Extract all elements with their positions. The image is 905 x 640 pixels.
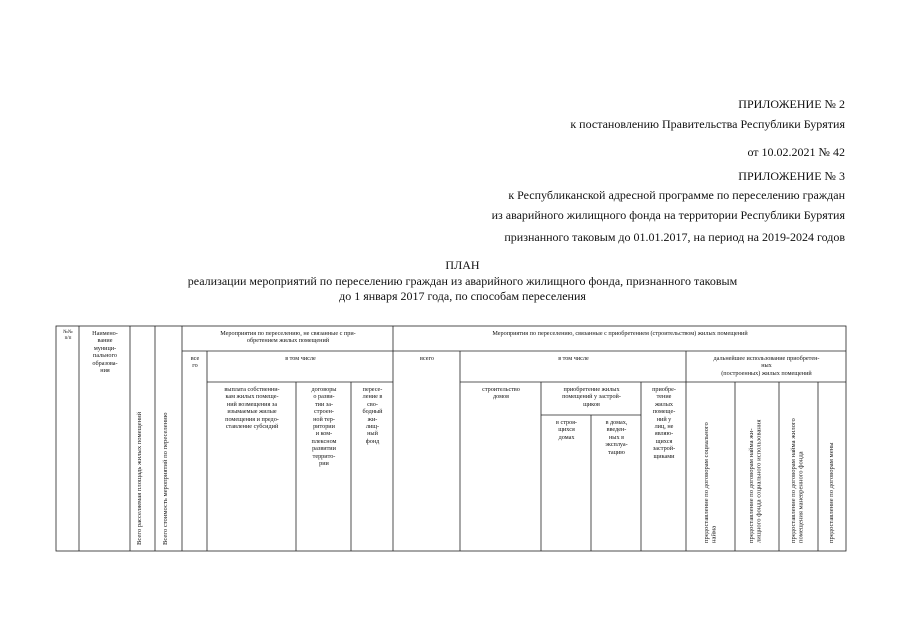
nr-total-header: все го bbox=[190, 355, 200, 370]
r-acq-building-header: в строя- щихся домах bbox=[556, 419, 577, 441]
col-number-header: №№ п/п bbox=[63, 330, 73, 341]
r-including-header: в том числе bbox=[558, 355, 589, 362]
group-not-related-header: Мероприятия по переселению, не связанные с при- обретением жилых помещений bbox=[220, 330, 356, 345]
appendix-2-subtitle: к постановлению Правительства Республики Бурятия bbox=[570, 117, 845, 131]
appendix-3-subtitle-1: к Республиканской адресной программе по переселению граждан bbox=[508, 188, 845, 202]
use-exchange-header: предоставление по договорам мены bbox=[828, 442, 835, 543]
appendix-3-subtitle-3: признанного таковым до 01.01.2017, на период на 2019-2024 годов bbox=[504, 230, 845, 244]
nr-including-header: в том числе bbox=[285, 355, 316, 362]
col-total-cost-header: Всего стоимость мероприятий по переселению bbox=[162, 412, 169, 545]
r-construction-header: строительство домов bbox=[482, 386, 520, 401]
plan-subtitle-2: до 1 января 2017 года, по способам переселения bbox=[339, 289, 586, 303]
use-social-use-header: предоставление по договорам найма жи- лищного фонда социального использования bbox=[748, 419, 763, 543]
group-related-header: Мероприятия по переселению, связанные с приобретением (строительством) жилых помещений bbox=[492, 330, 748, 337]
plan-title: ПЛАН bbox=[445, 258, 480, 272]
col-municipality-header: Наимено- вание муници- пального образова- ния bbox=[92, 330, 118, 375]
r-total-header: всего bbox=[420, 355, 434, 362]
nr-payment-header: выплата собственни- кам жилых помеще- ний возмещения за изымаемые жилые помещения и предо- ставление субсидий bbox=[224, 386, 280, 431]
r-acquisition-header: приобретение жилых помещений у застрой- щиков bbox=[562, 386, 621, 408]
use-social-header: предоставление по договорам социального найма bbox=[703, 422, 718, 543]
use-commercial-header: предоставление по договорам найма жилого помещения маневренного фонда bbox=[790, 418, 805, 543]
appendix-3-label: ПРИЛОЖЕНИЕ № 3 bbox=[738, 169, 845, 183]
col-total-area-header: Всего расселяемая площадь жилых помещений bbox=[136, 411, 143, 545]
appendix-2-label: ПРИЛОЖЕНИЕ № 2 bbox=[738, 97, 845, 111]
r-further-use-header: дальнейшее использование приобретен- ных (построенных) жилых помещений bbox=[713, 355, 820, 377]
appendix-3-subtitle-2: из аварийного жилищного фонда на территории Республики Бурятия bbox=[491, 208, 845, 222]
r-acq-commissioned-header: в домах, введен- ных в эксплуа- тацию bbox=[605, 419, 628, 456]
decree-date-number: от 10.02.2021 № 42 bbox=[747, 145, 845, 159]
nr-free-fund-header: пересе- ление в сво- бодный жи- лищ- ный фонд bbox=[362, 386, 383, 445]
nr-contracts-header: договоры о разви- тии за- строен- ной тер- ритории и ком- плексном развитии террито- рии bbox=[311, 386, 337, 468]
r-acq-persons-header: приобре- тение жилых помеще- ний у лиц, не являю- щихся застрой- щиками bbox=[652, 386, 676, 460]
plan-subtitle-1: реализации мероприятий по переселению граждан из аварийного жилищного фонда, признанного таковым bbox=[187, 274, 738, 288]
